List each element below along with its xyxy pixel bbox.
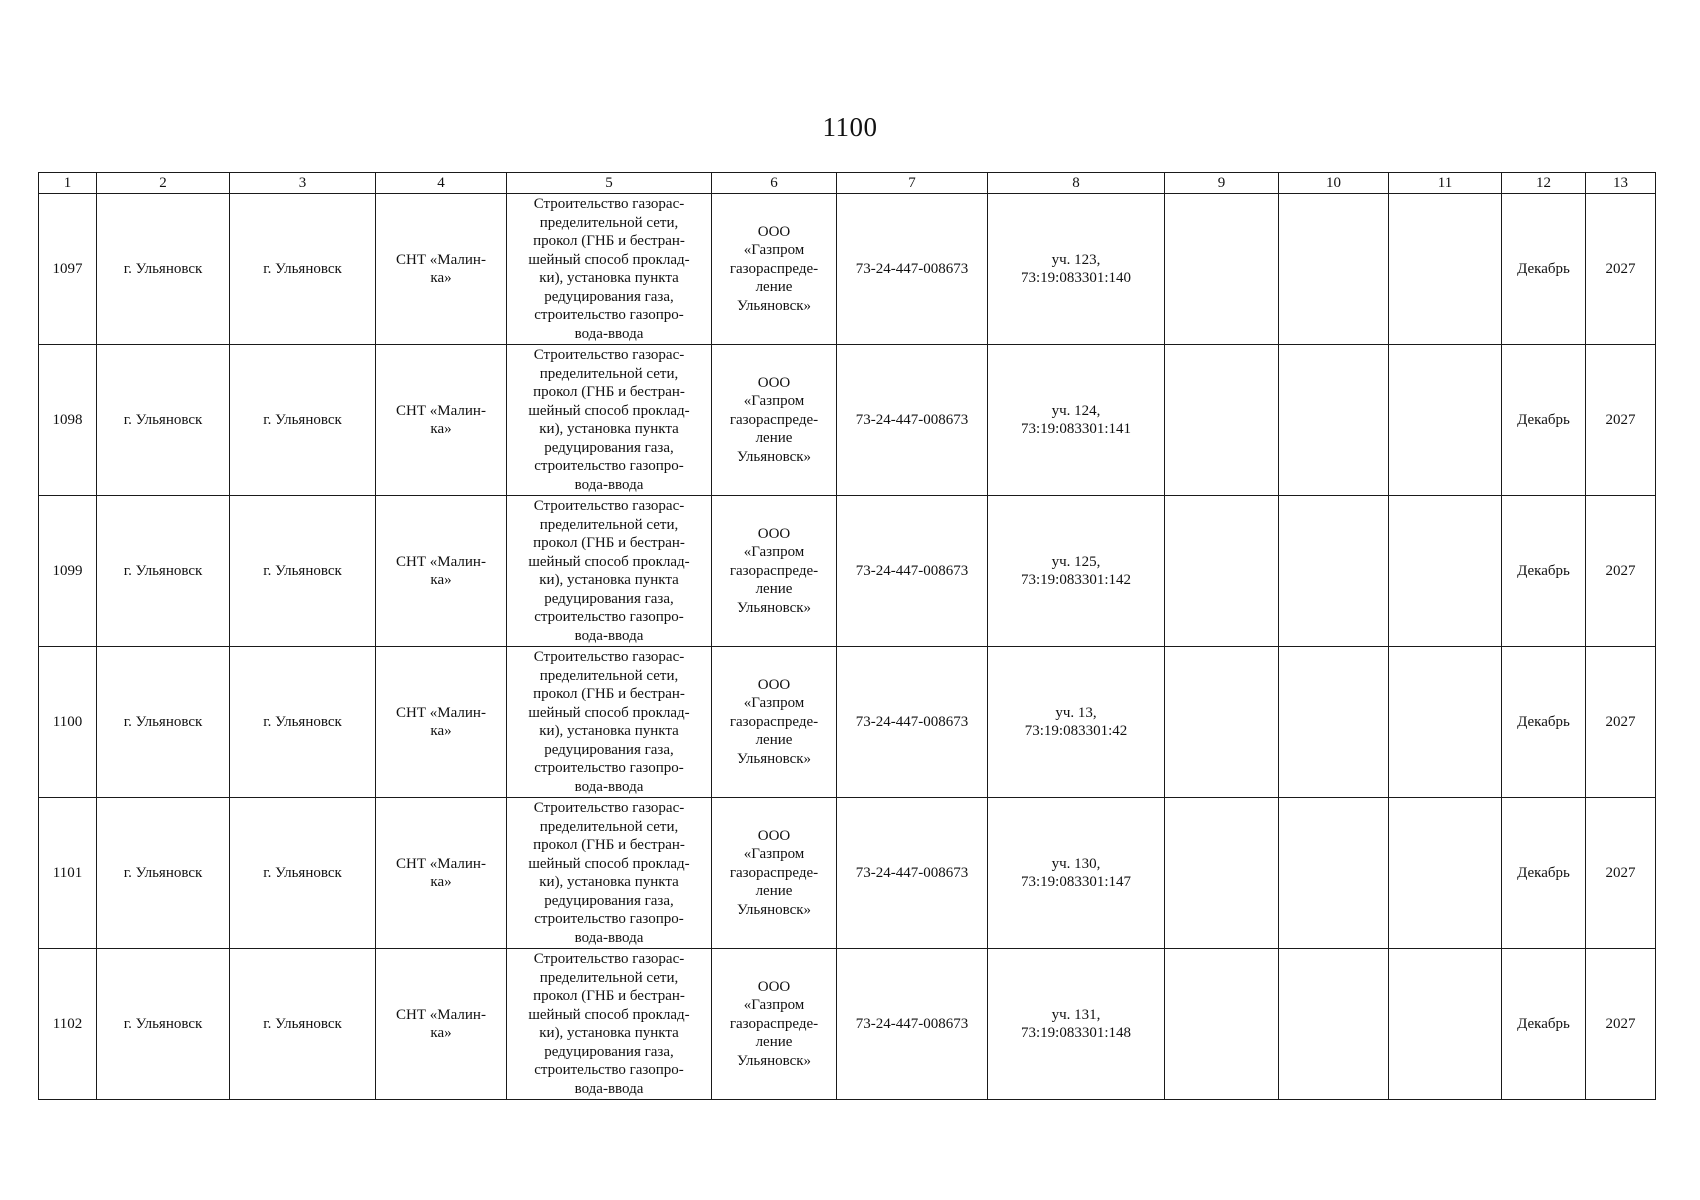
settlement-line: СНТ «Малин- (396, 553, 486, 570)
empty-cell (1165, 798, 1279, 949)
work-line: Строительство газорас- (533, 196, 685, 212)
row-number-cell: 1101 (39, 798, 97, 949)
column-header: 1 (39, 173, 97, 194)
org-line: ление (755, 1034, 793, 1051)
org-line: ООО (757, 374, 791, 391)
plot-cell (988, 949, 1165, 1100)
work-line: ки), установка пункта (539, 723, 679, 739)
registration-code-cell: 73-24-447-008673 (837, 798, 988, 949)
work-line: Строительство газорас- (533, 498, 685, 514)
organization-cell (712, 647, 837, 798)
org-line: ление (755, 732, 793, 749)
work-line: пределительной сети, (539, 667, 679, 684)
work-line: прокол (ГНБ и бестран- (533, 384, 685, 400)
work-description-cell (507, 798, 712, 949)
work-line: вода-ввода (574, 1080, 644, 1097)
settlement-line: ка» (430, 421, 452, 437)
registration-code-cell: 73-24-447-008673 (837, 949, 988, 1100)
work-line: Строительство газорас- (533, 649, 685, 665)
table-row (39, 194, 1656, 345)
empty-cell (1389, 647, 1502, 798)
empty-cell (1279, 798, 1389, 949)
month-cell: Декабрь (1502, 194, 1586, 345)
org-line: «Газпром (743, 544, 805, 561)
plot-line: 73:19:083301:147 (1020, 874, 1131, 890)
column-number-row (39, 173, 1656, 194)
work-line: шейный способ проклад- (528, 704, 690, 721)
row-number-cell: 1100 (39, 647, 97, 798)
work-line: строительство газопро- (534, 760, 684, 776)
column-header: 10 (1279, 173, 1389, 194)
empty-cell (1165, 949, 1279, 1100)
empty-cell (1389, 496, 1502, 647)
work-line: строительство газопро- (534, 307, 684, 323)
settlement-line: ка» (430, 572, 452, 588)
district-cell: г. Ульяновск (97, 949, 230, 1100)
empty-cell (1165, 345, 1279, 496)
settlement-line: СНТ «Малин- (396, 402, 486, 419)
month-cell: Декабрь (1502, 798, 1586, 949)
plot-cell (988, 496, 1165, 647)
empty-cell (1279, 949, 1389, 1100)
work-line: прокол (ГНБ и бестран- (533, 988, 685, 1004)
column-header: 9 (1165, 173, 1279, 194)
work-line: Строительство газорас- (533, 951, 685, 967)
work-line: редуцирования газа, (544, 288, 674, 305)
row-number-cell: 1099 (39, 496, 97, 647)
empty-cell (1389, 798, 1502, 949)
city-cell: г. Ульяновск (230, 647, 376, 798)
month-cell: Декабрь (1502, 496, 1586, 647)
work-line: строительство газопро- (534, 911, 684, 927)
plot-cell (988, 647, 1165, 798)
settlement-line: СНТ «Малин- (396, 1006, 486, 1023)
district-cell: г. Ульяновск (97, 798, 230, 949)
empty-cell (1389, 949, 1502, 1100)
work-description-cell (507, 647, 712, 798)
work-line: вода-ввода (574, 778, 644, 795)
work-line: ки), установка пункта (539, 270, 679, 286)
plot-cell (988, 194, 1165, 345)
table-header (39, 173, 1656, 194)
work-line: строительство газопро- (534, 609, 684, 625)
plot-line: уч. 123, (1051, 251, 1101, 268)
org-line: ление (755, 581, 793, 598)
column-header: 2 (97, 173, 230, 194)
settlement-line: СНТ «Малин- (396, 704, 486, 721)
district-cell: г. Ульяновск (97, 647, 230, 798)
work-line: вода-ввода (574, 929, 644, 946)
settlement-line: СНТ «Малин- (396, 855, 486, 872)
city-cell: г. Ульяновск (230, 345, 376, 496)
org-line: Ульяновск» (736, 1052, 812, 1069)
column-header: 3 (230, 173, 376, 194)
work-line: прокол (ГНБ и бестран- (533, 535, 685, 551)
org-line: Ульяновск» (736, 901, 812, 918)
empty-cell (1165, 194, 1279, 345)
registration-code-cell: 73-24-447-008673 (837, 647, 988, 798)
plot-cell (988, 345, 1165, 496)
org-line: «Газпром (743, 393, 805, 410)
plot-line: уч. 125, (1051, 553, 1101, 570)
settlement-line: ка» (430, 270, 452, 286)
page-number: 1100 (822, 112, 878, 142)
work-line: редуцирования газа, (544, 590, 674, 607)
org-line: ООО (757, 676, 791, 693)
work-line: пределительной сети, (539, 818, 679, 835)
city-cell: г. Ульяновск (230, 194, 376, 345)
column-header: 5 (507, 173, 712, 194)
org-line: газораспреде- (729, 411, 819, 428)
work-line: вода-ввода (574, 325, 644, 342)
empty-cell (1279, 647, 1389, 798)
settlement-cell (376, 647, 507, 798)
column-header: 11 (1389, 173, 1502, 194)
org-line: Ульяновск» (736, 750, 812, 767)
table-row (39, 496, 1656, 647)
org-line: газораспреде- (729, 1015, 819, 1032)
organization-cell (712, 798, 837, 949)
empty-cell (1279, 194, 1389, 345)
work-line: прокол (ГНБ и бестран- (533, 686, 685, 702)
work-line: ки), установка пункта (539, 421, 679, 437)
organization-cell (712, 496, 837, 647)
plot-line: уч. 131, (1051, 1006, 1101, 1023)
work-line: редуцирования газа, (544, 1043, 674, 1060)
organization-cell (712, 345, 837, 496)
plot-cell (988, 798, 1165, 949)
table-row (39, 345, 1656, 496)
org-line: ООО (757, 978, 791, 995)
plot-line: уч. 124, (1051, 402, 1101, 419)
work-line: вода-ввода (574, 627, 644, 644)
empty-cell (1389, 194, 1502, 345)
plot-line: уч. 130, (1051, 855, 1101, 872)
district-cell: г. Ульяновск (97, 496, 230, 647)
column-header: 12 (1502, 173, 1586, 194)
row-number-cell: 1102 (39, 949, 97, 1100)
year-cell: 2027 (1586, 647, 1656, 798)
org-line: газораспреде- (729, 260, 819, 277)
org-line: ление (755, 883, 793, 900)
org-line: Ульяновск» (736, 297, 812, 314)
work-description-cell (507, 345, 712, 496)
year-cell: 2027 (1586, 496, 1656, 647)
work-line: шейный способ проклад- (528, 402, 690, 419)
work-line: ки), установка пункта (539, 874, 679, 890)
year-cell: 2027 (1586, 798, 1656, 949)
org-line: «Газпром (743, 997, 805, 1014)
work-line: пределительной сети, (539, 516, 679, 533)
settlement-cell (376, 496, 507, 647)
org-line: Ульяновск» (736, 599, 812, 616)
table-row (39, 949, 1656, 1100)
empty-cell (1389, 345, 1502, 496)
row-number-cell: 1097 (39, 194, 97, 345)
org-line: «Газпром (743, 695, 805, 712)
work-line: пределительной сети, (539, 365, 679, 382)
settlement-cell (376, 949, 507, 1100)
plot-line: 73:19:083301:141 (1020, 421, 1131, 437)
year-cell: 2027 (1586, 194, 1656, 345)
work-line: пределительной сети, (539, 214, 679, 231)
table-row (39, 647, 1656, 798)
organization-cell (712, 194, 837, 345)
work-description-cell (507, 496, 712, 647)
work-line: строительство газопро- (534, 458, 684, 474)
settlement-cell (376, 345, 507, 496)
plot-line: уч. 13, (1055, 704, 1097, 721)
settlement-cell (376, 798, 507, 949)
work-line: редуцирования газа, (544, 892, 674, 909)
work-line: шейный способ проклад- (528, 855, 690, 872)
settlement-line: ка» (430, 1025, 452, 1041)
year-cell: 2027 (1586, 345, 1656, 496)
registration-code-cell: 73-24-447-008673 (837, 194, 988, 345)
table-row (39, 798, 1656, 949)
city-cell: г. Ульяновск (230, 798, 376, 949)
month-cell: Декабрь (1502, 647, 1586, 798)
work-line: Строительство газорас- (533, 347, 685, 363)
work-line: редуцирования газа, (544, 439, 674, 456)
settlement-cell (376, 194, 507, 345)
plot-line: 73:19:083301:42 (1024, 723, 1128, 739)
work-line: ки), установка пункта (539, 572, 679, 588)
column-header: 6 (712, 173, 837, 194)
month-cell: Декабрь (1502, 949, 1586, 1100)
org-line: ООО (757, 827, 791, 844)
work-line: прокол (ГНБ и бестран- (533, 233, 685, 249)
registration-code-cell: 73-24-447-008673 (837, 496, 988, 647)
year-cell: 2027 (1586, 949, 1656, 1100)
org-line: газораспреде- (729, 864, 819, 881)
work-line: прокол (ГНБ и бестран- (533, 837, 685, 853)
work-line: шейный способ проклад- (528, 1006, 690, 1023)
org-line: ООО (757, 525, 791, 542)
month-cell: Декабрь (1502, 345, 1586, 496)
work-line: ки), установка пункта (539, 1025, 679, 1041)
empty-cell (1165, 496, 1279, 647)
org-line: газораспреде- (729, 562, 819, 579)
plot-line: 73:19:083301:142 (1020, 572, 1131, 588)
work-line: шейный способ проклад- (528, 251, 690, 268)
org-line: ление (755, 430, 793, 447)
district-cell: г. Ульяновск (97, 345, 230, 496)
work-description-cell (507, 194, 712, 345)
settlement-line: ка» (430, 874, 452, 890)
empty-cell (1279, 496, 1389, 647)
column-header: 7 (837, 173, 988, 194)
org-line: газораспреде- (729, 713, 819, 730)
empty-cell (1279, 345, 1389, 496)
column-header: 13 (1586, 173, 1656, 194)
work-line: шейный способ проклад- (528, 553, 690, 570)
work-line: редуцирования газа, (544, 741, 674, 758)
work-line: строительство газопро- (534, 1062, 684, 1078)
org-line: ление (755, 279, 793, 296)
org-line: «Газпром (743, 242, 805, 259)
row-number-cell: 1098 (39, 345, 97, 496)
settlement-line: СНТ «Малин- (396, 251, 486, 268)
district-cell: г. Ульяновск (97, 194, 230, 345)
plot-line: 73:19:083301:140 (1020, 270, 1131, 286)
register-table (38, 172, 1656, 1100)
settlement-line: ка» (430, 723, 452, 739)
plot-line: 73:19:083301:148 (1020, 1025, 1131, 1041)
empty-cell (1165, 647, 1279, 798)
org-line: ООО (757, 223, 791, 240)
city-cell: г. Ульяновск (230, 949, 376, 1100)
work-description-cell (507, 949, 712, 1100)
org-line: Ульяновск» (736, 448, 812, 465)
column-header: 8 (988, 173, 1165, 194)
work-line: пределительной сети, (539, 969, 679, 986)
work-line: вода-ввода (574, 476, 644, 493)
registration-code-cell: 73-24-447-008673 (837, 345, 988, 496)
table-body (39, 194, 1656, 1100)
column-header: 4 (376, 173, 507, 194)
work-line: Строительство газорас- (533, 800, 685, 816)
org-line: «Газпром (743, 846, 805, 863)
city-cell: г. Ульяновск (230, 496, 376, 647)
organization-cell (712, 949, 837, 1100)
